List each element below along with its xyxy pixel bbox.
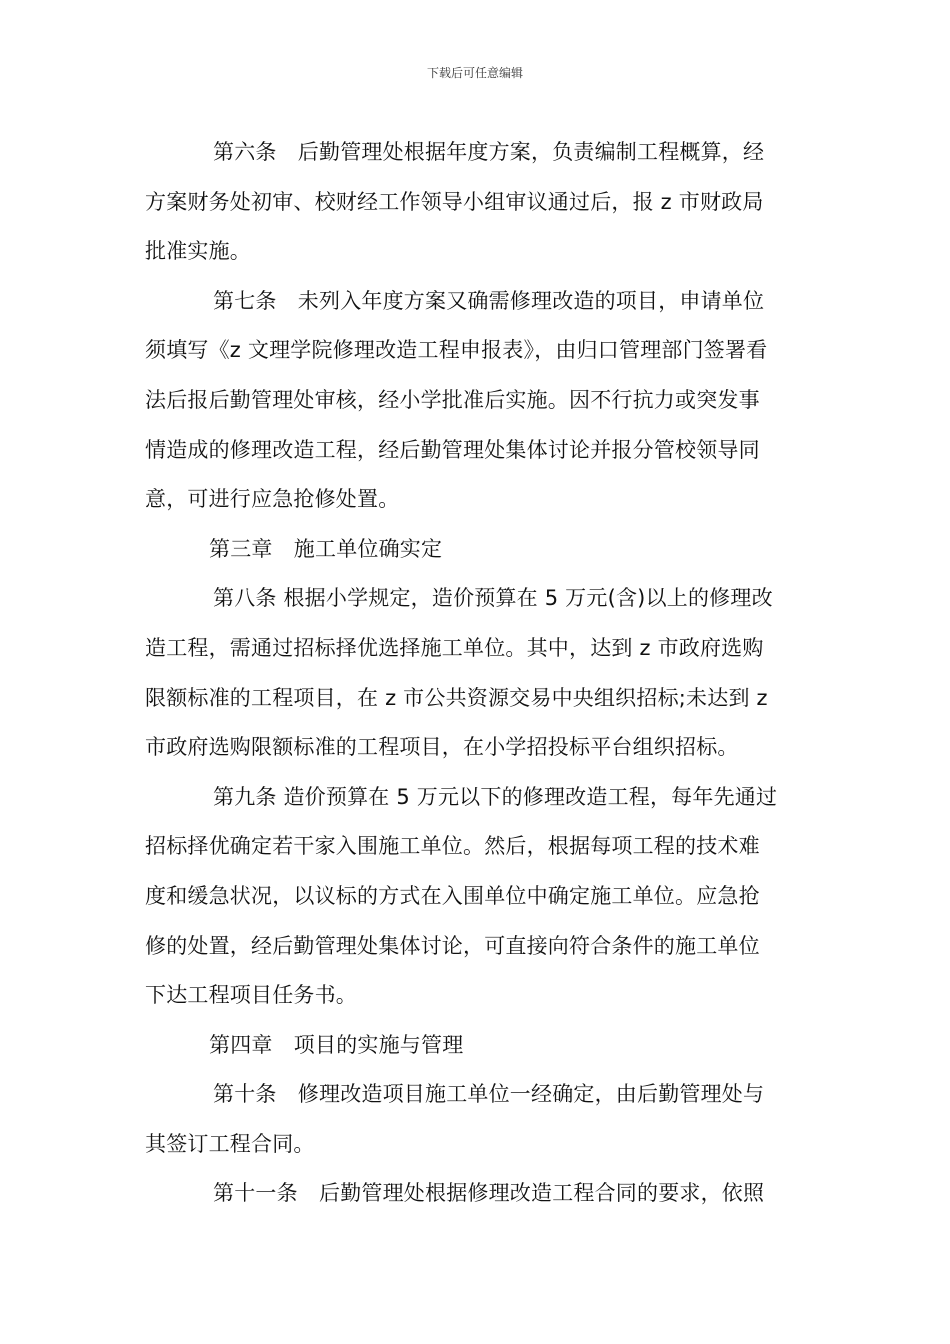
text-line: 须填写《z 文理学院修理改造工程申报表》，由归口管理部门签署看 [145, 338, 768, 363]
text-line: 第十条 修理改造项目施工单位一经确定，由后勤管理处与 [213, 1082, 765, 1107]
chapter-heading: 第四章 项目的实施与管理 [209, 1032, 464, 1057]
text-line: 第十一条 后勤管理处根据修理改造工程合同的要求，依照 [213, 1181, 765, 1206]
text-line: 造工程，需通过招标择优选择施工单位。其中，达到 z 市政府选购 [145, 635, 764, 660]
page-header-note: 下载后可任意编辑 [426, 66, 523, 80]
text-line: 第七条 未列入年度方案又确需修理改造的项目，申请单位 [213, 288, 765, 313]
text-line: 第九条 造价预算在 5 万元以下的修理改造工程，每年先通过 [213, 784, 778, 809]
text-line: 情造成的修理改造工程，经后勤管理处集体讨论并报分管校领导同 [145, 437, 760, 462]
document-body [145, 128, 807, 1219]
text-line: 下达工程项目任务书。 [145, 983, 357, 1008]
text-line: 招标择优确定若干家入围施工单位。然后，根据每项工程的技术难 [145, 834, 760, 859]
text-line: 第六条 后勤管理处根据年度方案，负责编制工程概算，经 [213, 140, 765, 164]
text-line: 批准实施。 [145, 239, 251, 264]
text-line: 法后报后勤管理处审核，经小学批准后实施。因不行抗力或突发事 [145, 387, 760, 412]
text-line: 其签订工程合同。 [145, 1131, 315, 1156]
text-line: 市政府选购限额标准的工程项目，在小学招投标平台组织招标。 [145, 735, 739, 760]
text-line: 修的处置，经后勤管理处集体讨论，可直接向符合条件的施工单位 [145, 933, 760, 958]
chapter-heading: 第三章 施工单位确实定 [209, 536, 443, 561]
text-line: 意，可进行应急抢修处置。 [145, 487, 400, 512]
text-line: 方案财务处初审、校财经工作领导小组审议通过后，报 z 市财政局 [145, 189, 764, 214]
text-line: 限额标准的工程项目，在 z 市公共资源交易中央组织招标;未达到 z [145, 685, 768, 710]
text-line: 第八条 根据小学规定，造价预算在 5 万元(含)以上的修理改 [213, 586, 773, 611]
text-line: 度和缓急状况，以议标的方式在入围单位中确定施工单位。应急抢 [145, 883, 760, 908]
